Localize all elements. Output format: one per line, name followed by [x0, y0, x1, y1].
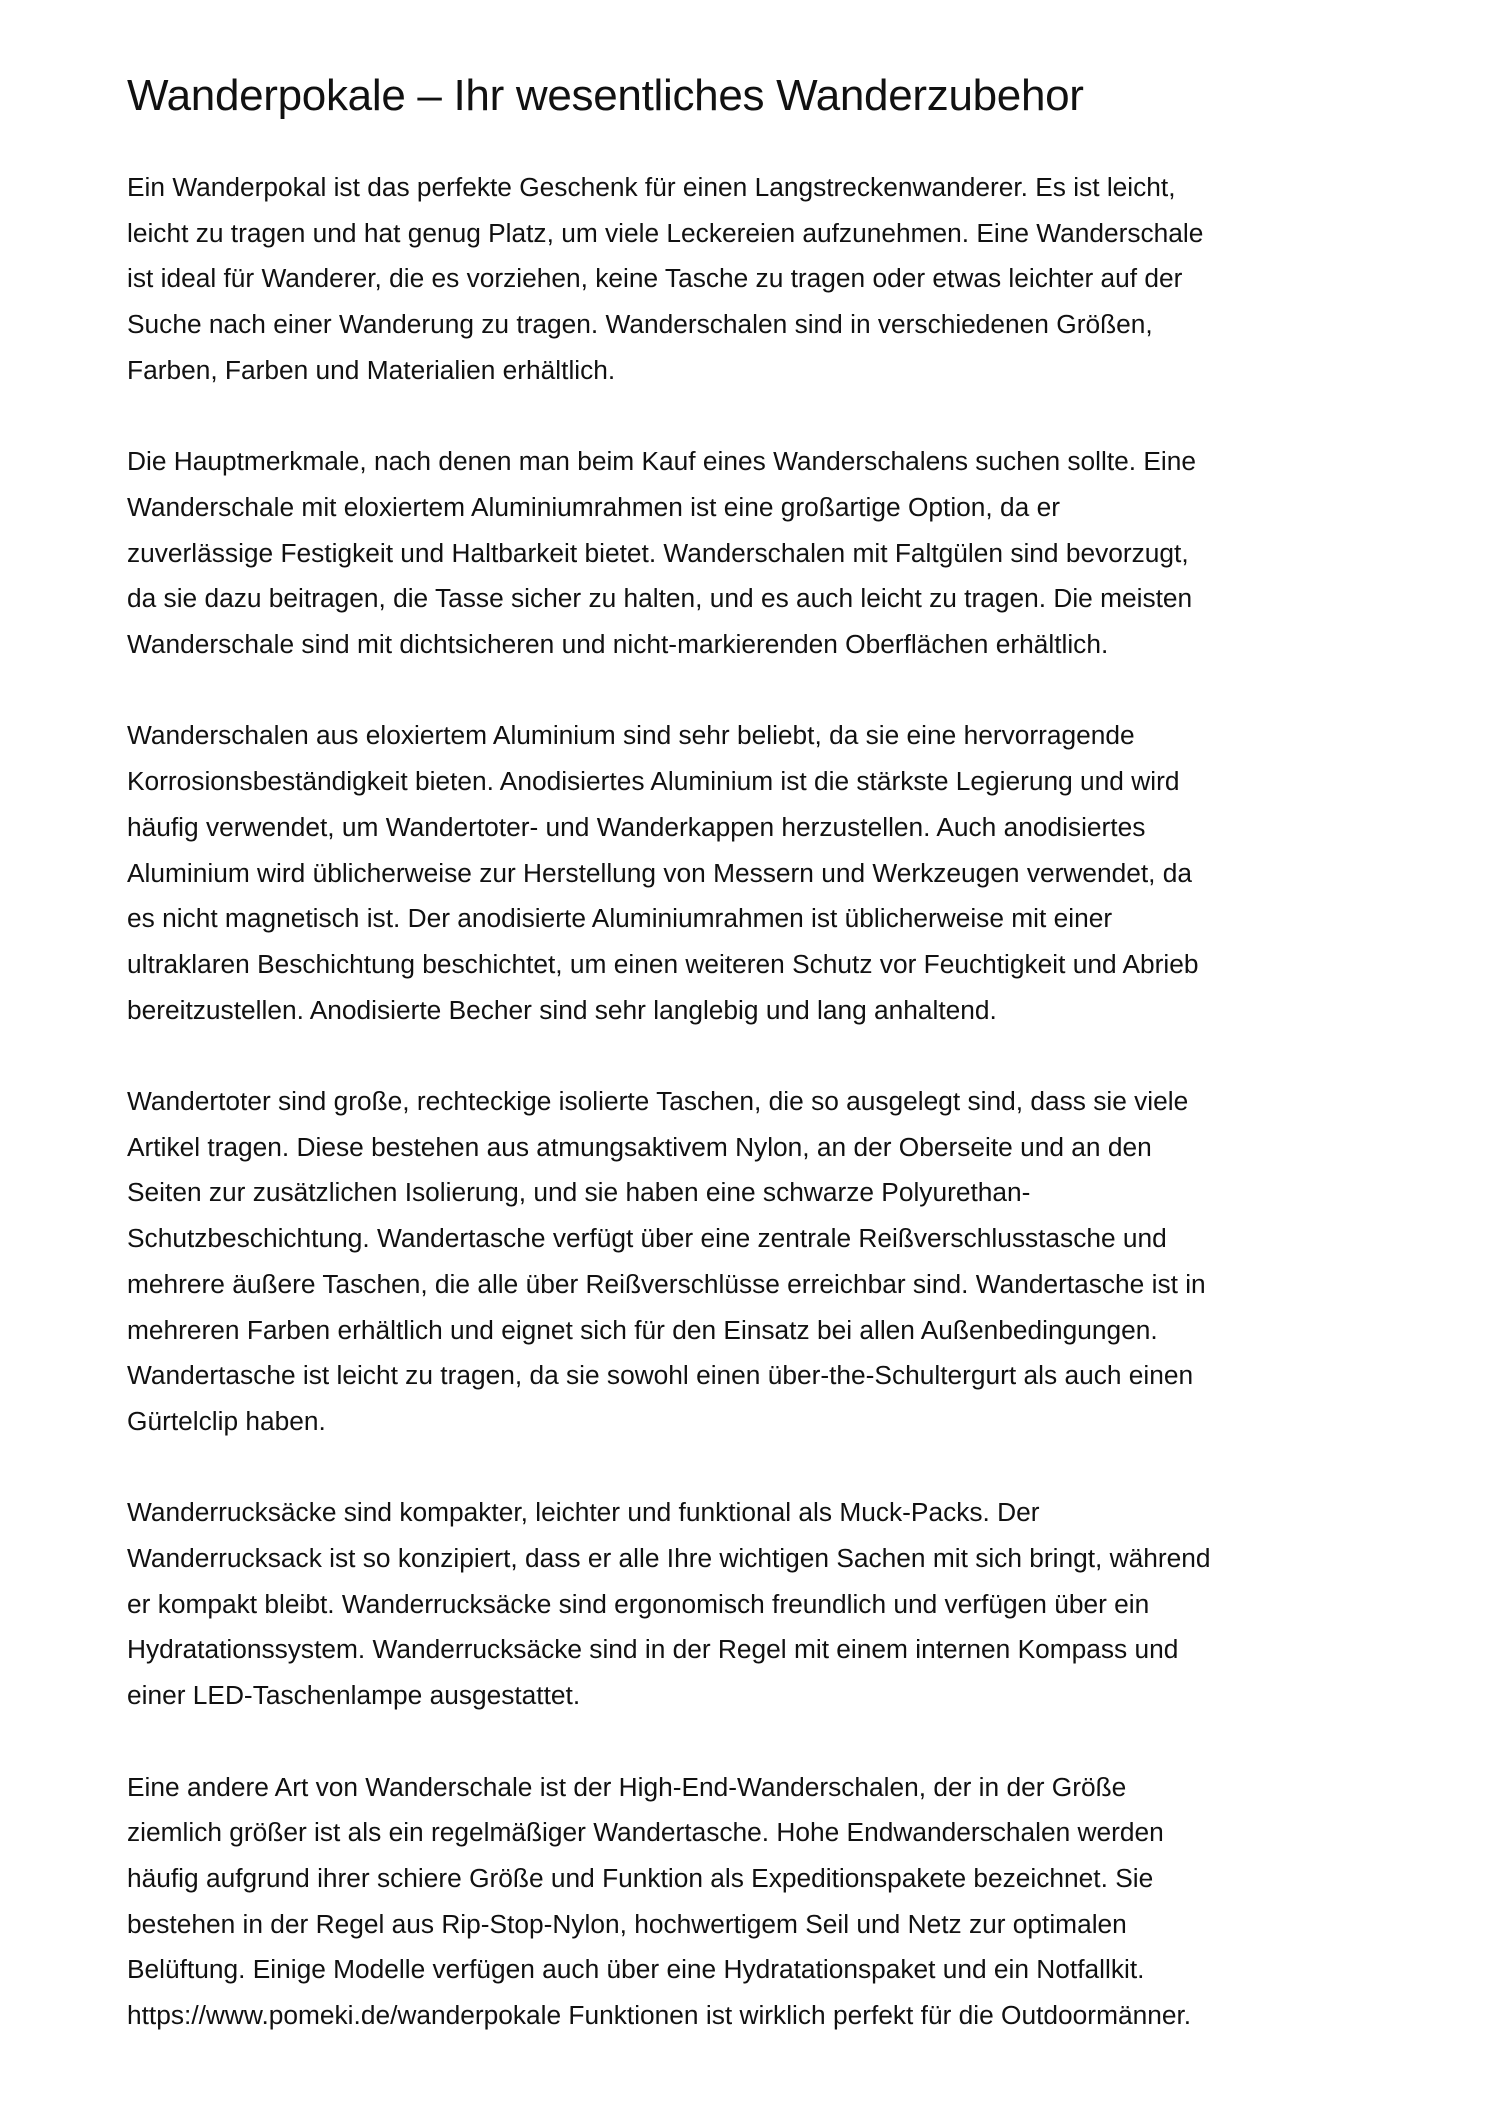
text-line: Wandertasche ist leicht zu tragen, da sie sowohl einen über-the-Schultergurt als auch einen — [127, 1360, 1194, 1391]
paragraph-2 — [127, 439, 1211, 668]
text-line: Korrosionsbeständigkeit bieten. Anodisiertes Aluminium ist die stärkste Legierung und wird — [127, 766, 1180, 797]
text-line: Hydratationssystem. Wanderrucksäcke sind in der Regel mit einem internen Kompass und — [127, 1634, 1179, 1665]
text-line: einer LED-Taschenlampe ausgestattet. — [127, 1680, 581, 1711]
text-line: Schutzbeschichtung. Wandertasche verfügt über eine zentrale Reißverschlusstasche und — [127, 1223, 1167, 1254]
text-line: Belüftung. Einige Modelle verfügen auch über eine Hydratationspaket und ein Notfallkit. — [127, 1954, 1145, 1985]
text-line: Aluminium wird üblicherweise zur Herstellung von Messern und Werkzeugen verwendet, da — [127, 857, 1193, 888]
page-title: Wanderpokale – Ihr wesentliches Wanderzubehor — [127, 71, 1084, 120]
text-line: Artikel tragen. Diese bestehen aus atmungsaktivem Nylon, an der Oberseite und an den — [127, 1131, 1152, 1162]
text-line: Eine andere Art von Wanderschale ist der High-End-Wanderschalen, der in der Größe — [127, 1771, 1127, 1802]
text-line: ziemlich größer ist als ein regelmäßiger Wandertasche. Hohe Endwanderschalen werden — [127, 1817, 1164, 1848]
text-line: mehrere äußere Taschen, die alle über Reißverschlüsse erreichbar sind. Wandertasche ist in — [127, 1268, 1206, 1299]
text-line: es nicht magnetisch ist. Der anodisierte Aluminiumrahmen ist üblicherweise mit einer — [127, 903, 1113, 934]
text-line: Ein Wanderpokal ist das perfekte Geschenk für einen Langstreckenwanderer. Es ist leicht, — [127, 172, 1176, 202]
paragraph-5 — [127, 1490, 1211, 1719]
text-line: Wanderschalen aus eloxiertem Aluminium sind sehr beliebt, da sie eine hervorragende — [127, 720, 1135, 751]
text-line: Farben, Farben und Materialien erhältlich. — [127, 354, 616, 385]
text-line: häufig verwendet, um Wandertoter- und Wanderkappen herzustellen. Auch anodisiertes — [127, 811, 1146, 842]
text-line: Wandertoter sind große, rechteckige isolierte Taschen, die so ausgelegt sind, dass sie viele — [127, 1086, 1189, 1117]
document-body — [127, 165, 1211, 2084]
text-line: Gürtelclip haben. — [127, 1405, 326, 1436]
text-line: da sie dazu beitragen, die Tasse sicher zu halten, und es auch leicht zu tragen. Die meisten — [127, 583, 1193, 614]
text-line: Wanderrucksack ist so konzipiert, dass er alle Ihre wichtigen Sachen mit sich bringt, während — [127, 1543, 1211, 1574]
text-line: https://www.pomeki.de/wanderpokale Funktionen ist wirklich perfekt für die Outdoormänner. — [127, 2000, 1192, 2031]
text-line: häufig aufgrund ihrer schiere Größe und Funktion als Expeditionspakete bezeichnet. Sie — [127, 1862, 1154, 1893]
text-line: Die Hauptmerkmale, nach denen man beim Kauf eines Wanderschalens suchen sollte. Eine — [127, 446, 1197, 477]
paragraph-4 — [127, 1079, 1211, 1445]
text-line: Seiten zur zusätzlichen Isolierung, und sie haben eine schwarze Polyurethan- — [127, 1177, 1031, 1208]
text-line: Suche nach einer Wanderung zu tragen. Wanderschalen sind in verschiedenen Größen, — [127, 309, 1153, 340]
paragraph-1 — [127, 165, 1211, 394]
text-line: leicht zu tragen und hat genug Platz, um viele Leckereien aufzunehmen. Eine Wanderschale — [127, 217, 1204, 248]
text-line: Wanderschale mit eloxiertem Aluminiumrahmen ist eine großartige Option, da er — [127, 491, 1060, 522]
text-line: ist ideal für Wanderer, die es vorziehen, keine Tasche zu tragen oder etwas leichter auf der — [127, 263, 1183, 294]
text-line: ultraklaren Beschichtung beschichtet, um einen weiteren Schutz vor Feuchtigkeit und Abrieb — [127, 948, 1199, 979]
text-line: Wanderschale sind mit dichtsicheren und nicht-markierenden Oberflächen erhältlich. — [127, 629, 1109, 660]
text-line: Wanderrucksäcke sind kompakter, leichter und funktional als Muck-Packs. Der — [127, 1497, 1040, 1528]
paragraph-6 — [127, 1765, 1211, 2039]
text-line: er kompakt bleibt. Wanderrucksäcke sind ergonomisch freundlich und verfügen über ein — [127, 1588, 1150, 1619]
text-line: bestehen in der Regel aus Rip-Stop-Nylon, hochwertigem Seil und Netz zur optimalen — [127, 1908, 1127, 1939]
text-line: zuverlässige Festigkeit und Haltbarkeit bietet. Wanderschalen mit Faltgülen sind bevorzugt, — [127, 537, 1189, 568]
text-line: bereitzustellen. Anodisierte Becher sind sehr langlebig und lang anhaltend. — [127, 994, 997, 1025]
paragraph-3 — [127, 713, 1211, 1033]
text-line: mehreren Farben erhältlich und eignet sich für den Einsatz bei allen Außenbedingungen. — [127, 1314, 1158, 1345]
